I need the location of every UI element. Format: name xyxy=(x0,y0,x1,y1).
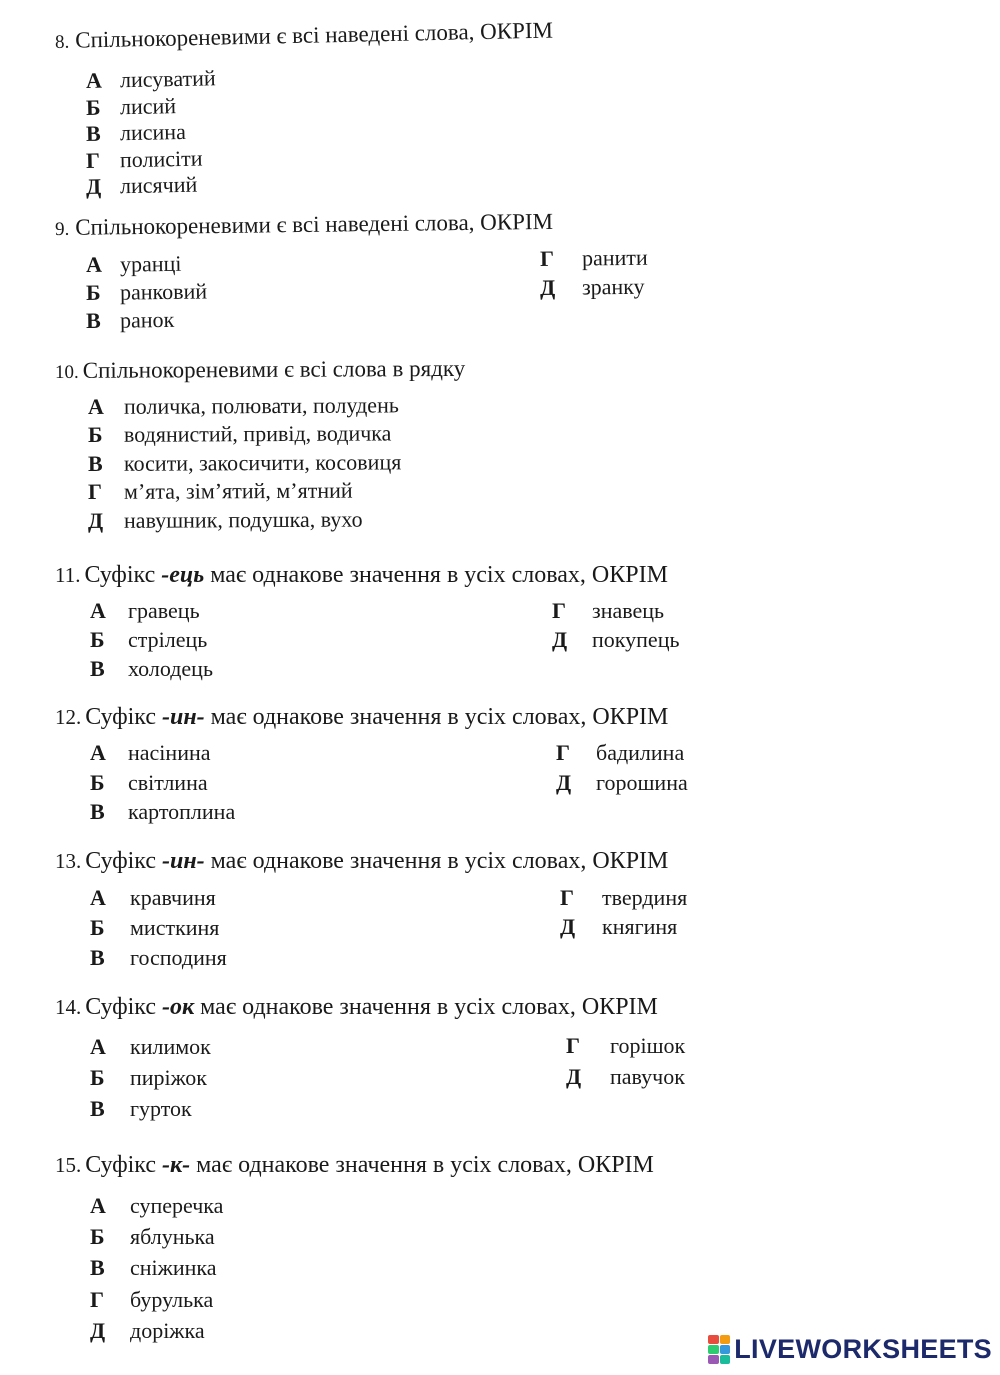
option-text: кравчиня xyxy=(130,885,216,910)
option-c[interactable] xyxy=(86,307,175,334)
question-text-end: має однакове значення в усіх словах, ОКРІМ xyxy=(190,1152,654,1178)
suffix: -ин- xyxy=(162,848,205,874)
option-text: горішок xyxy=(610,1033,686,1058)
option-text: гравець xyxy=(128,598,200,623)
option-e[interactable] xyxy=(90,1318,205,1344)
option-letter: Д xyxy=(552,627,568,652)
option-text: ранок xyxy=(119,306,175,333)
option-text: ранити xyxy=(581,244,648,271)
suffix: -ець xyxy=(161,562,205,588)
option-b[interactable] xyxy=(88,420,392,448)
option-a[interactable] xyxy=(86,65,216,94)
option-text: холодець xyxy=(128,656,213,681)
option-a[interactable] xyxy=(90,885,216,911)
question-stem xyxy=(55,209,553,241)
option-c[interactable] xyxy=(90,656,213,682)
option-a[interactable] xyxy=(90,598,200,624)
option-letter: В xyxy=(90,1255,105,1280)
option-text: господиня xyxy=(130,945,227,970)
option-text: бадилина xyxy=(596,740,685,765)
option-text: зранку xyxy=(581,273,645,300)
option-letter: Д xyxy=(87,507,104,533)
brand-name: LIVEWORKSHEETS xyxy=(734,1334,992,1364)
option-text: павучок xyxy=(610,1064,685,1089)
option-letter: Д xyxy=(566,1064,582,1089)
question-text: Спільнокореневими є всі слова в рядку xyxy=(82,355,466,383)
question-number: 11. xyxy=(55,563,81,587)
option-text: мисткиня xyxy=(130,915,220,940)
option-e[interactable] xyxy=(86,172,198,200)
option-letter: В xyxy=(90,799,105,824)
question-text: Суфікс xyxy=(84,562,162,588)
option-letter: Г xyxy=(90,1287,104,1312)
option-b[interactable] xyxy=(86,279,207,306)
option-text: килимок xyxy=(130,1034,211,1059)
option-text: сніжинка xyxy=(130,1255,217,1280)
option-text: покупець xyxy=(592,627,680,652)
option-text: бурулька xyxy=(130,1287,214,1312)
option-text: м’ята, зім’ятий, м’ятний xyxy=(123,477,353,504)
option-text: полисіти xyxy=(119,145,203,173)
option-b[interactable] xyxy=(86,93,177,121)
option-letter: Б xyxy=(90,770,105,795)
option-letter: А xyxy=(90,885,106,910)
question-text-end: має однакове значення в усіх словах, ОКРІМ xyxy=(204,562,668,588)
option-text: княгиня xyxy=(602,914,678,939)
option-letter: Д xyxy=(90,1318,106,1343)
question-stem xyxy=(55,848,668,875)
option-letter: Б xyxy=(90,627,105,652)
option-g[interactable] xyxy=(566,1033,685,1059)
option-letter: Д xyxy=(539,274,556,300)
option-b[interactable] xyxy=(90,915,219,941)
option-letter: В xyxy=(87,450,103,476)
option-text: водянистий, привід, водичка xyxy=(123,420,392,447)
option-letter: Г xyxy=(560,885,574,910)
option-letter: А xyxy=(87,393,104,419)
question-stem xyxy=(55,1152,654,1179)
liveworksheets-brand[interactable] xyxy=(708,1334,992,1365)
question-number: 8. xyxy=(54,31,70,53)
option-b[interactable] xyxy=(90,627,207,653)
question-number: 13. xyxy=(55,849,82,873)
option-b[interactable] xyxy=(90,1224,215,1250)
question-number: 10. xyxy=(54,361,79,383)
option-letter: В xyxy=(85,307,101,333)
option-letter: Б xyxy=(90,1224,105,1249)
option-a[interactable] xyxy=(90,1193,223,1219)
option-d[interactable] xyxy=(552,627,680,653)
option-letter: А xyxy=(85,251,103,277)
option-letter: А xyxy=(90,598,106,623)
option-letter: В xyxy=(90,945,105,970)
option-text: косити, закосичити, косовиця xyxy=(123,449,402,476)
option-text: лисий xyxy=(119,93,177,120)
option-text: горошина xyxy=(596,770,688,795)
option-g[interactable] xyxy=(540,245,648,272)
option-letter: Д xyxy=(560,914,576,939)
suffix: -к- xyxy=(162,1152,191,1178)
option-text: картоплина xyxy=(128,799,236,824)
option-a[interactable] xyxy=(90,1034,211,1060)
option-letter: Д xyxy=(85,173,102,199)
option-text: лисуватий xyxy=(119,65,216,93)
option-letter: Б xyxy=(90,1065,105,1090)
option-a[interactable] xyxy=(88,392,399,420)
option-letter: Г xyxy=(552,598,566,623)
question-text-end: має однакове значення в усіх словах, ОКРІМ xyxy=(194,994,658,1020)
option-g[interactable] xyxy=(556,740,684,766)
question-number: 12. xyxy=(55,705,82,729)
option-text: яблунька xyxy=(130,1224,215,1249)
option-d[interactable] xyxy=(88,478,353,505)
option-d[interactable] xyxy=(86,146,203,174)
option-g[interactable] xyxy=(560,885,687,911)
option-letter: Б xyxy=(85,279,101,305)
option-letter: А xyxy=(90,1193,106,1218)
option-d[interactable] xyxy=(90,1287,213,1313)
question-text: Спільнокореневими є всі наведені слова, ОКРІМ xyxy=(75,208,554,240)
option-text: насінина xyxy=(128,740,211,765)
option-text: уранці xyxy=(119,250,182,277)
option-d[interactable] xyxy=(566,1064,685,1090)
option-e[interactable] xyxy=(88,507,363,534)
option-text: лисина xyxy=(119,118,187,146)
liveworksheets-logo-icon xyxy=(708,1335,730,1365)
option-d[interactable] xyxy=(560,914,677,940)
option-letter: Б xyxy=(85,94,101,120)
option-a[interactable] xyxy=(90,740,211,766)
question-number: 9. xyxy=(54,218,70,240)
option-a[interactable] xyxy=(86,251,182,278)
question-stem xyxy=(55,704,668,731)
option-d[interactable] xyxy=(556,770,688,796)
option-text: навушник, подушка, вухо xyxy=(123,506,363,533)
question-stem xyxy=(55,994,658,1021)
option-b[interactable] xyxy=(90,1065,207,1091)
option-c[interactable] xyxy=(90,945,227,971)
option-text: знавець xyxy=(592,598,665,623)
question-text: Суфікс xyxy=(85,1152,162,1178)
option-g[interactable] xyxy=(552,598,664,624)
question-text: Суфікс xyxy=(85,994,162,1020)
option-letter: Г xyxy=(539,245,555,271)
option-text: ранковий xyxy=(119,278,208,305)
question-text-end: має однакове значення в усіх словах, ОКРІМ xyxy=(204,848,669,874)
option-b[interactable] xyxy=(90,770,208,796)
option-c[interactable] xyxy=(90,1255,217,1281)
option-letter: В xyxy=(85,120,101,146)
option-letter: Г xyxy=(566,1033,580,1058)
suffix: -ин- xyxy=(162,704,205,730)
question-stem xyxy=(55,18,554,54)
option-letter: А xyxy=(90,740,106,765)
option-c[interactable] xyxy=(90,799,235,825)
option-text: твердиня xyxy=(602,885,688,910)
question-text: Суфікс xyxy=(85,704,162,730)
option-letter: Г xyxy=(87,478,103,504)
question-stem xyxy=(55,562,668,589)
question-text-end: має однакове значення в усіх словах, ОКРІМ xyxy=(204,704,669,730)
option-text: гурток xyxy=(130,1096,192,1121)
question-number: 14. xyxy=(55,995,82,1019)
option-c[interactable] xyxy=(88,449,401,477)
option-letter: А xyxy=(85,67,103,93)
option-text: суперечка xyxy=(130,1193,224,1218)
option-letter: В xyxy=(90,1096,105,1121)
option-text: пиріжок xyxy=(130,1065,207,1090)
option-text: світлина xyxy=(128,770,208,795)
question-number: 15. xyxy=(55,1153,82,1177)
option-c[interactable] xyxy=(90,1096,192,1122)
option-d[interactable] xyxy=(540,274,645,301)
question-stem xyxy=(55,356,465,384)
option-text: доріжка xyxy=(130,1318,205,1343)
suffix: -ок xyxy=(162,994,195,1020)
option-text: поличка, полювати, полудень xyxy=(123,392,399,419)
option-c[interactable] xyxy=(86,119,186,147)
option-letter: В xyxy=(90,656,105,681)
option-letter: Д xyxy=(556,770,572,795)
option-letter: Б xyxy=(87,421,103,447)
option-letter: А xyxy=(90,1034,106,1059)
option-text: лисячий xyxy=(119,171,198,199)
option-letter: Г xyxy=(556,740,570,765)
question-text: Спільнокореневими є всі наведені слова, ОКРІМ xyxy=(74,17,554,53)
question-text: Суфікс xyxy=(85,848,162,874)
option-text: стрілець xyxy=(128,627,208,652)
option-letter: Б xyxy=(90,915,105,940)
option-letter: Г xyxy=(85,147,101,173)
